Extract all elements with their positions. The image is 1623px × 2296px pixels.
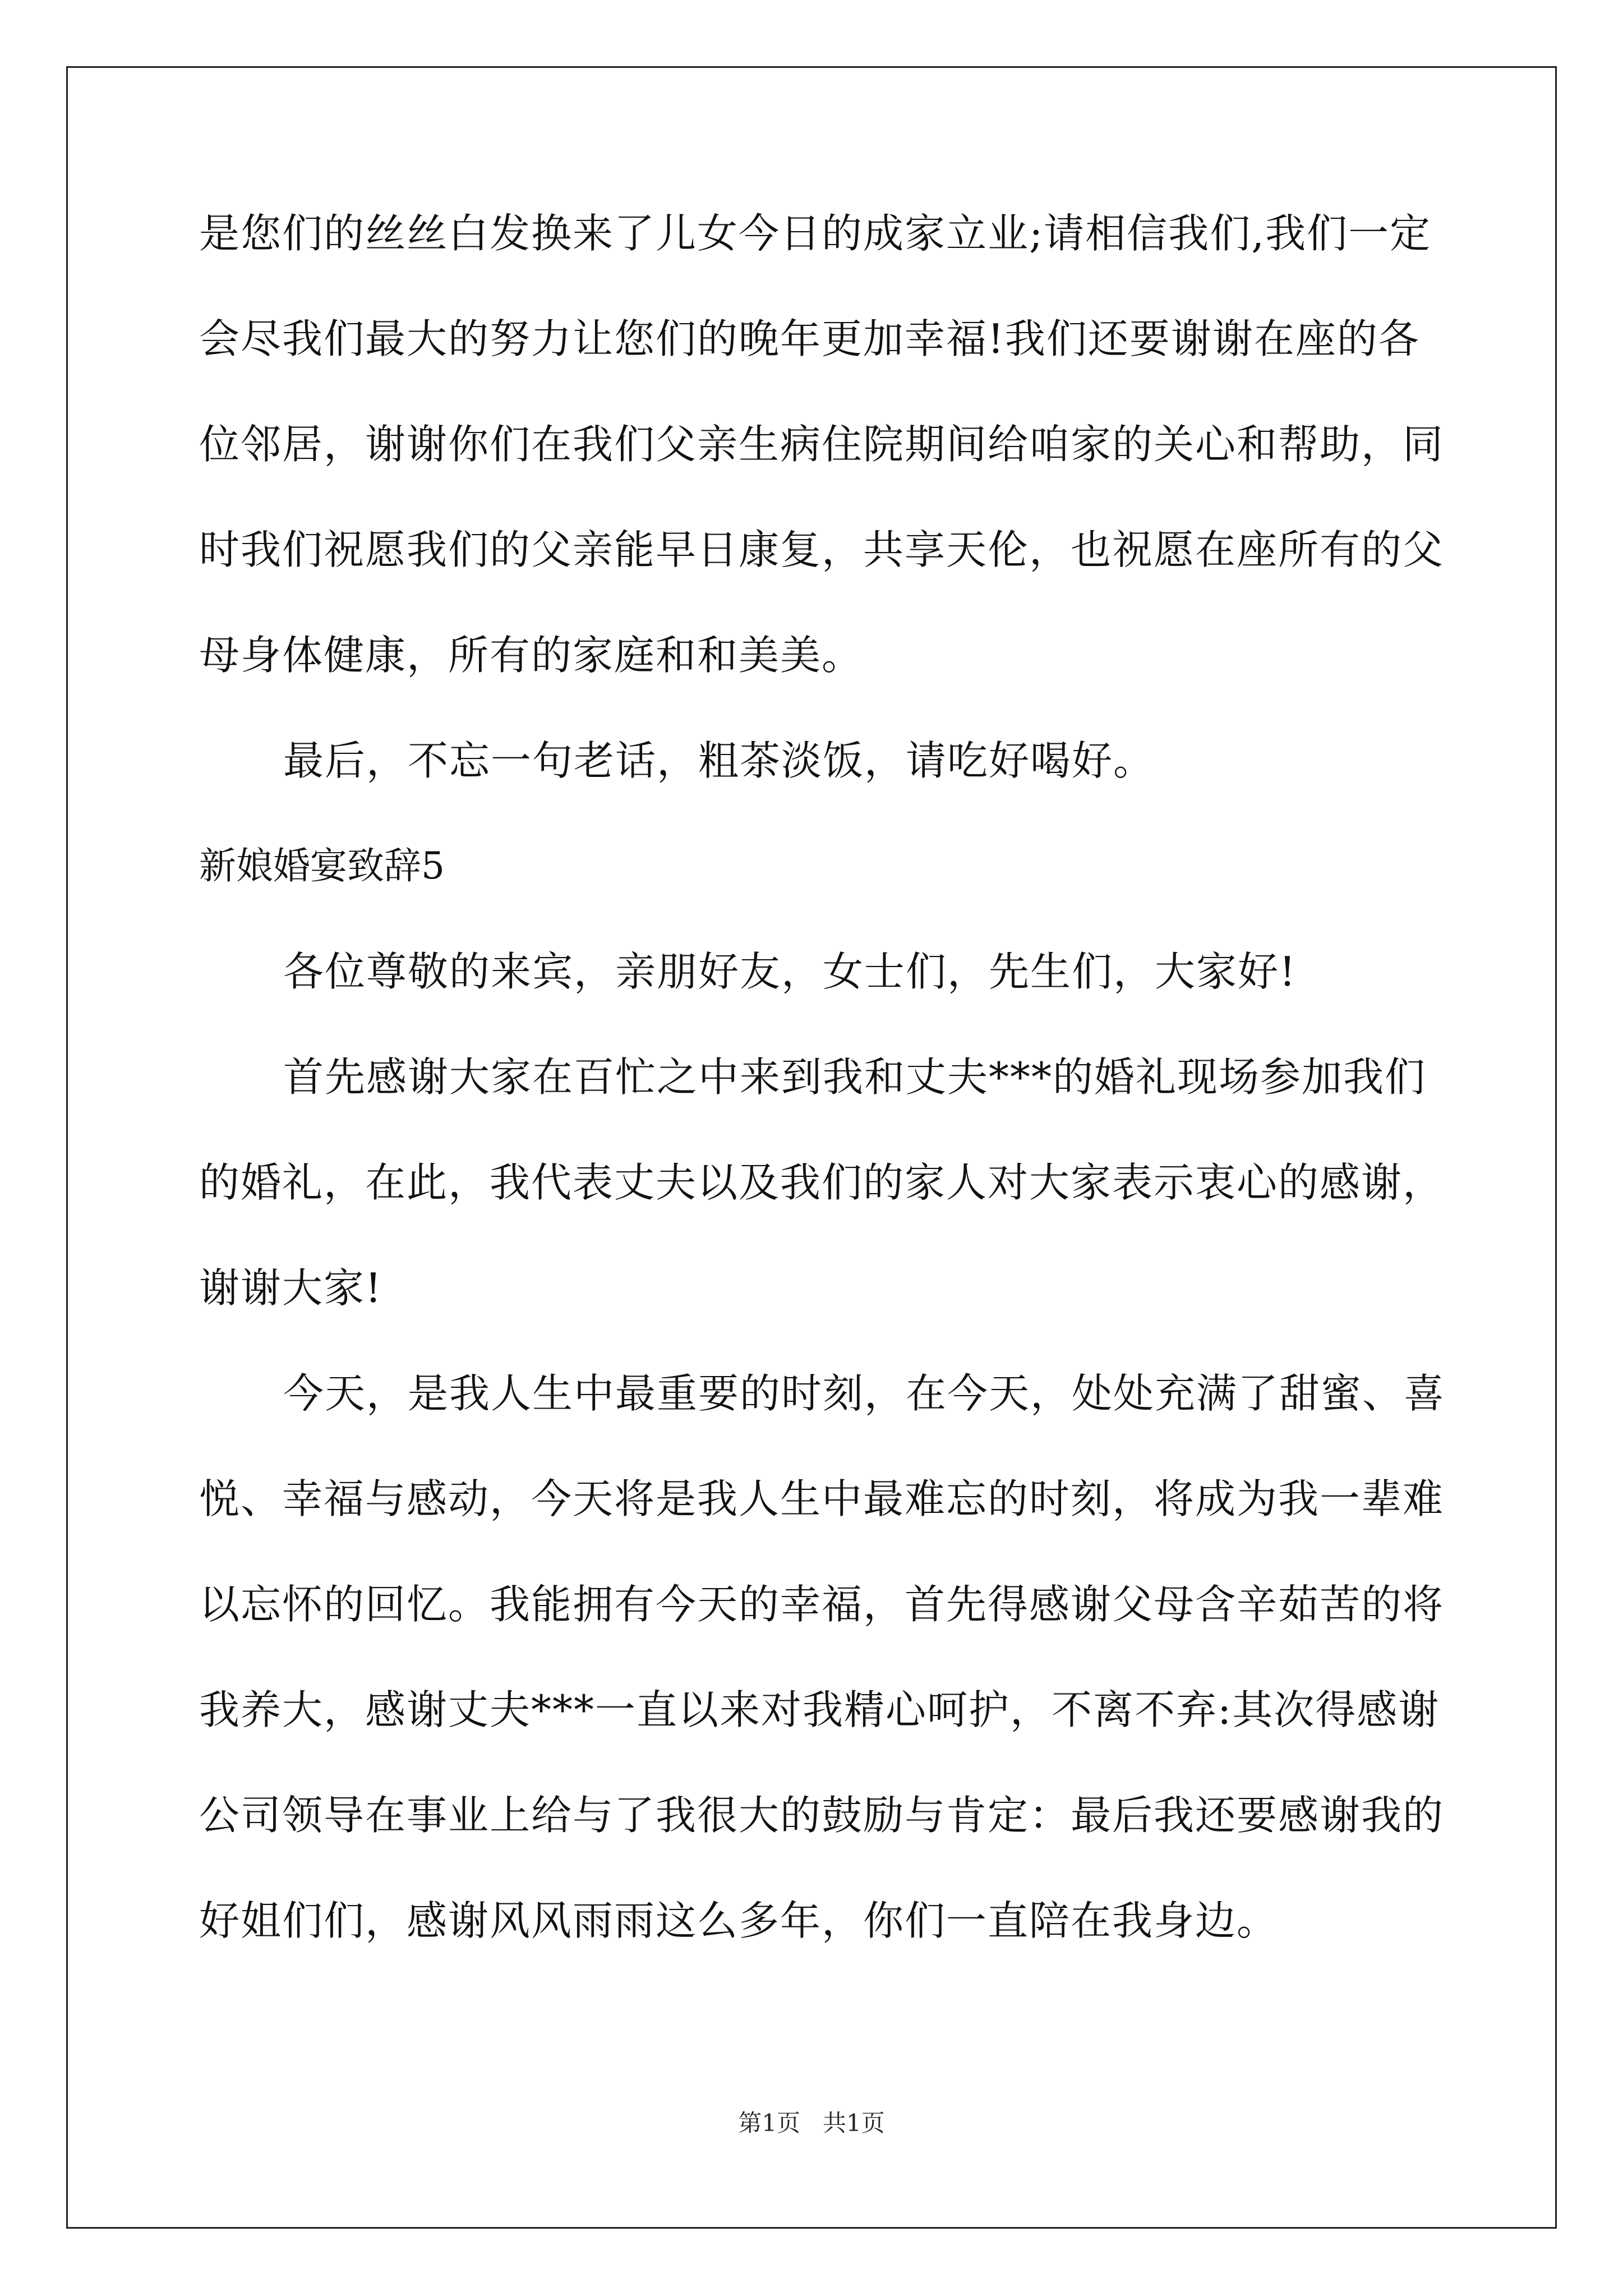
section-heading: 新娘婚宴致辞5 bbox=[199, 844, 445, 887]
paragraph bbox=[199, 1053, 1445, 1312]
text-line: 首先感谢大家在百忙之中来到我和丈夫***的婚礼现场参加我们 bbox=[283, 1053, 1427, 1101]
text-line: 会尽我们最大的努力让您们的晚年更加幸福!我们还要谢谢在座的各 bbox=[199, 315, 1420, 362]
paragraph bbox=[199, 210, 1445, 679]
text-line: 今天，是我人生中最重要的时刻，在今天，处处充满了甜蜜、喜 bbox=[283, 1370, 1446, 1417]
text-line: 是您们的丝丝白发换来了儿女今日的成家立业;请相信我们,我们一定 bbox=[199, 210, 1432, 257]
paragraph bbox=[199, 737, 1424, 784]
text-line: 位邻居，谢谢你们在我们父亲生病住院期间给咱家的关心和帮助，同 bbox=[199, 421, 1445, 468]
text-line: 各位尊敬的来宾，亲朋好友，女士们，先生们，大家好! bbox=[283, 948, 1297, 995]
document-body bbox=[199, 210, 1446, 1944]
text-line: 我养大，感谢丈夫***一直以来对我精心呵护，不离不弃:其次得感谢 bbox=[199, 1686, 1440, 1733]
paragraph bbox=[199, 948, 1424, 995]
text-line: 公司领导在事业上给与了我很大的鼓励与肯定：最后我还要感谢我的 bbox=[199, 1792, 1445, 1839]
text-line: 母身体健康，所有的家庭和和美美。 bbox=[199, 632, 864, 679]
text-line: 时我们祝愿我们的父亲能早日康复，共享天伦，也祝愿在座所有的父 bbox=[199, 526, 1445, 573]
page-number-footer: 第1页 共1页 bbox=[738, 2109, 885, 2137]
text-line: 好姐们们，感谢风风雨雨这么多年，你们一直陪在我身边。 bbox=[199, 1897, 1279, 1944]
text-line: 的婚礼，在此，我代表丈夫以及我们的家人对大家表示衷心的感谢， bbox=[199, 1159, 1445, 1206]
text-line: 悦、幸福与感动，今天将是我人生中最难忘的时刻，将成为我一辈难 bbox=[199, 1475, 1445, 1522]
text-line: 谢谢大家! bbox=[199, 1264, 382, 1312]
text-line: 以忘怀的回忆。我能拥有今天的幸福，首先得感谢父母含辛茹苦的将 bbox=[199, 1581, 1445, 1628]
paragraph bbox=[199, 1370, 1446, 1944]
text-line: 最后，不忘一句老话，粗茶淡饭，请吃好喝好。 bbox=[283, 737, 1155, 784]
